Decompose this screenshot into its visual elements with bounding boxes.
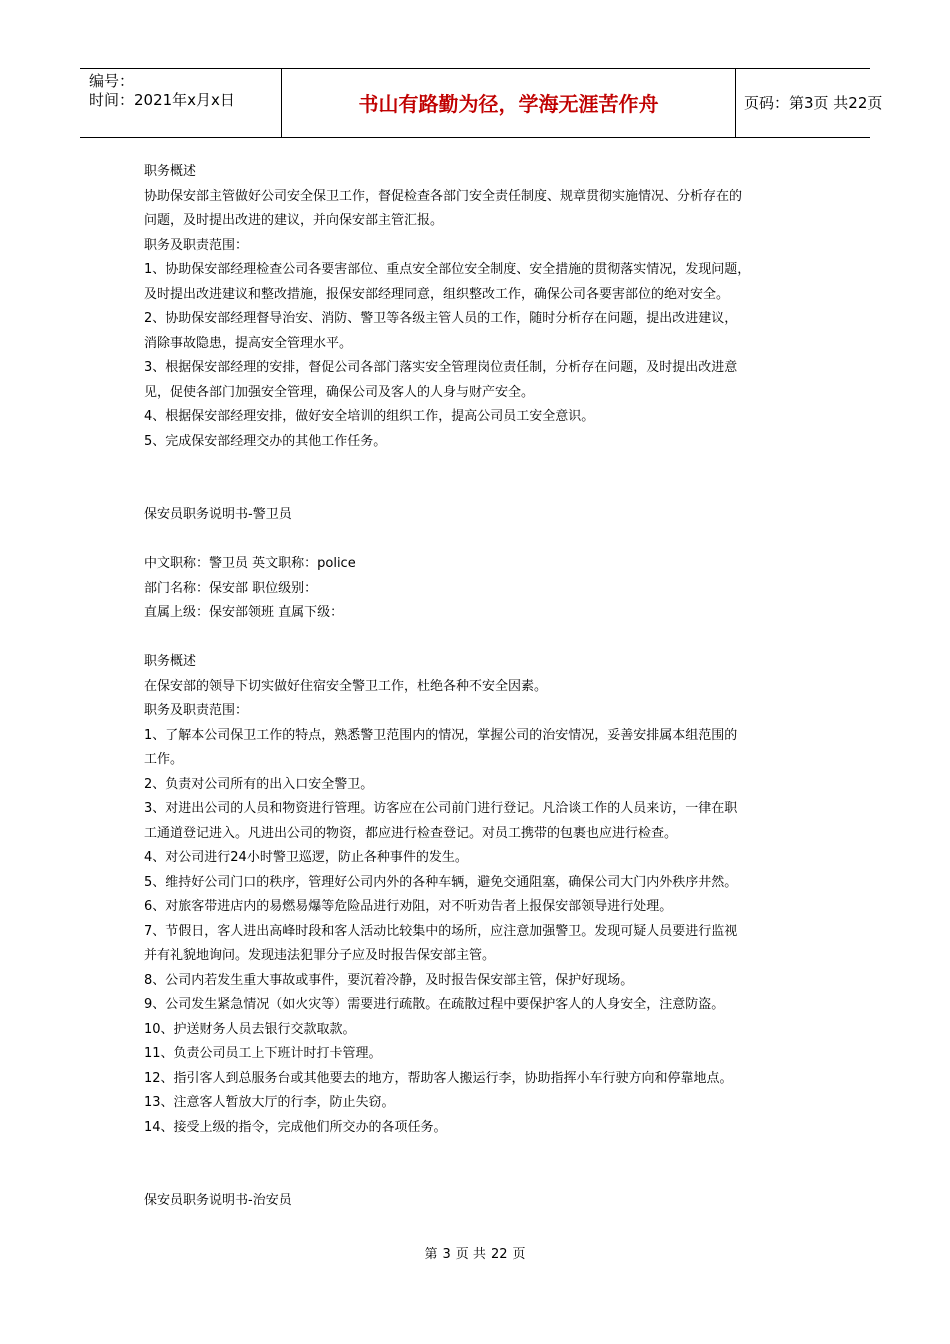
page-header (80, 68, 883, 138)
spacer (144, 1140, 824, 1189)
duty-line: 13、注意客人暂放大厅的行李，防止失窃。 (144, 1095, 395, 1110)
paragraph-line: 在保安部的领导下切实做好住宿安全警卫工作，杜绝各种不安全因素。 (144, 678, 548, 694)
duty-line: 及时提出改进建议和整改措施，报保安部经理同意，组织整改工作，确保公司各要害部位的绝对安全。 (144, 286, 730, 302)
duty-line: 4、根据保安部经理安排，做好安全培训的组织工作，提高公司员工安全意识。 (144, 409, 595, 424)
duty-line: 6、对旅客带进店内的易燃易爆等危险品进行劝阻，对不听劝告者上报保安部领导进行处理。 (144, 899, 673, 914)
header-info-cell (80, 69, 281, 137)
section2-overview-title: 职务概述 (144, 654, 197, 669)
section3-document-title: 保安员职务说明书-治安员 (144, 1193, 292, 1208)
footer-prefix: 第 (424, 1247, 438, 1262)
duty-line: 1、协助保安部经理检查公司各要害部位、重点安全部位安全制度、安全措施的贯彻落实情况，发现问题， (144, 262, 751, 277)
duty-line: 1、了解本公司保卫工作的特点，熟悉警卫范围内的情况，掌握公司的治安情况，妥善安排属本组范围的 (144, 727, 738, 743)
duty-line: 工通道登记进入。凡进出公司的物资，都应进行检查登记。对员工携带的包裹也应进行检查。 (144, 825, 678, 841)
spacer (144, 454, 824, 503)
section2-document-title: 保安员职务说明书-警卫员 (144, 507, 292, 522)
duty-line: 3、根据保安部经理的安排，督促公司各部门落实安全管理岗位责任制，分析存在问题，及时提出改进意 (144, 360, 738, 375)
duty-line: 2、协助保安部经理督导治安、消防、警卫等各级主管人员的工作，随时分析存在问题，提出改进建议， (144, 311, 738, 326)
header-motto-cell (281, 69, 736, 137)
duty-line: 工作。 (144, 752, 184, 767)
duty-line: 10、护送财务人员去银行交款取款。 (144, 1021, 356, 1037)
duty-line: 8、公司内若发生重大事故或事件，要沉着冷静，及时报告保安部主管，保护好现场。 (144, 972, 634, 988)
footer-mid: 页 共 (455, 1247, 486, 1262)
document-time-label: 时间：2021年x月x日 (89, 91, 235, 109)
footer-page-total: 22 (490, 1247, 508, 1262)
section2-duties-title: 职务及职责范围： (144, 703, 249, 718)
duty-line: 见，促使各部门加强安全管理，确保公司及客人的人身与财产安全。 (144, 384, 535, 400)
spacer (144, 528, 824, 553)
document-number-label: 编号： (89, 72, 135, 90)
document-body (144, 160, 824, 1214)
duty-line: 9、公司发生紧急情况（如火灾等）需要进行疏散。在疏散过程中要保护客人的人身安全，注意防盗。 (144, 997, 725, 1012)
footer-page-number: 3 (442, 1247, 451, 1262)
duty-line: 5、维持好公司门口的秩序，管理好公司内外的各种车辆，避免交通阻塞，确保公司大门内外秩序井然。 (144, 874, 738, 890)
footer-suffix: 页 (512, 1247, 526, 1262)
header-motto: 书山有路勤为径，学海无涯苦作舟 (358, 92, 659, 116)
duty-line: 3、对进出公司的人员和物资进行管理。访客应在公司前门进行登记。凡洽谈工作的人员来访，一律在职 (144, 801, 738, 816)
section1-overview-title: 职务概述 (144, 164, 197, 179)
header-page-code: 页码：第3页 共22页 (744, 94, 883, 112)
duty-line: 5、完成保安部经理交办的其他工作任务。 (144, 433, 387, 449)
duty-line: 11、负责公司员工上下班计时打卡管理。 (144, 1046, 382, 1061)
info-line: 直属上级：保安部领班 直属下级： (144, 605, 344, 620)
paragraph-line: 协助保安部主管做好公司安全保卫工作，督促检查各部门安全责任制度、规章贯彻实施情况、分析存在的 (144, 188, 743, 204)
info-line: 部门名称：保安部 职位级别： (144, 580, 318, 596)
header-page-cell (735, 69, 883, 137)
duty-line: 并有礼貌地询问。发现违法犯罪分子应及时报告保安部主管。 (144, 948, 496, 963)
info-line: 中文职称：警卫员 英文职称：police (144, 556, 356, 571)
paragraph-line: 问题，及时提出改进的建议，并向保安部主管汇报。 (144, 213, 444, 228)
spacer (144, 626, 824, 651)
duty-line: 2、负责对公司所有的出入口安全警卫。 (144, 776, 374, 792)
duty-line: 7、节假日，客人进出高峰时段和客人活动比较集中的场所，应注意加强警卫。发现可疑人员要进行监视 (144, 923, 738, 939)
duty-line: 14、接受上级的指令，完成他们所交办的各项任务。 (144, 1119, 447, 1135)
duty-line: 12、指引客人到总服务台或其他要去的地方，帮助客人搬运行李，协助指挥小车行驶方向和停靠地点。 (144, 1070, 733, 1086)
duty-line: 4、对公司进行24小时警卫巡逻，防止各种事件的发生。 (144, 850, 468, 865)
section1-duties-title: 职务及职责范围： (144, 237, 249, 253)
page-footer (0, 1246, 950, 1264)
duty-line: 消除事故隐患，提高安全管理水平。 (144, 335, 353, 351)
